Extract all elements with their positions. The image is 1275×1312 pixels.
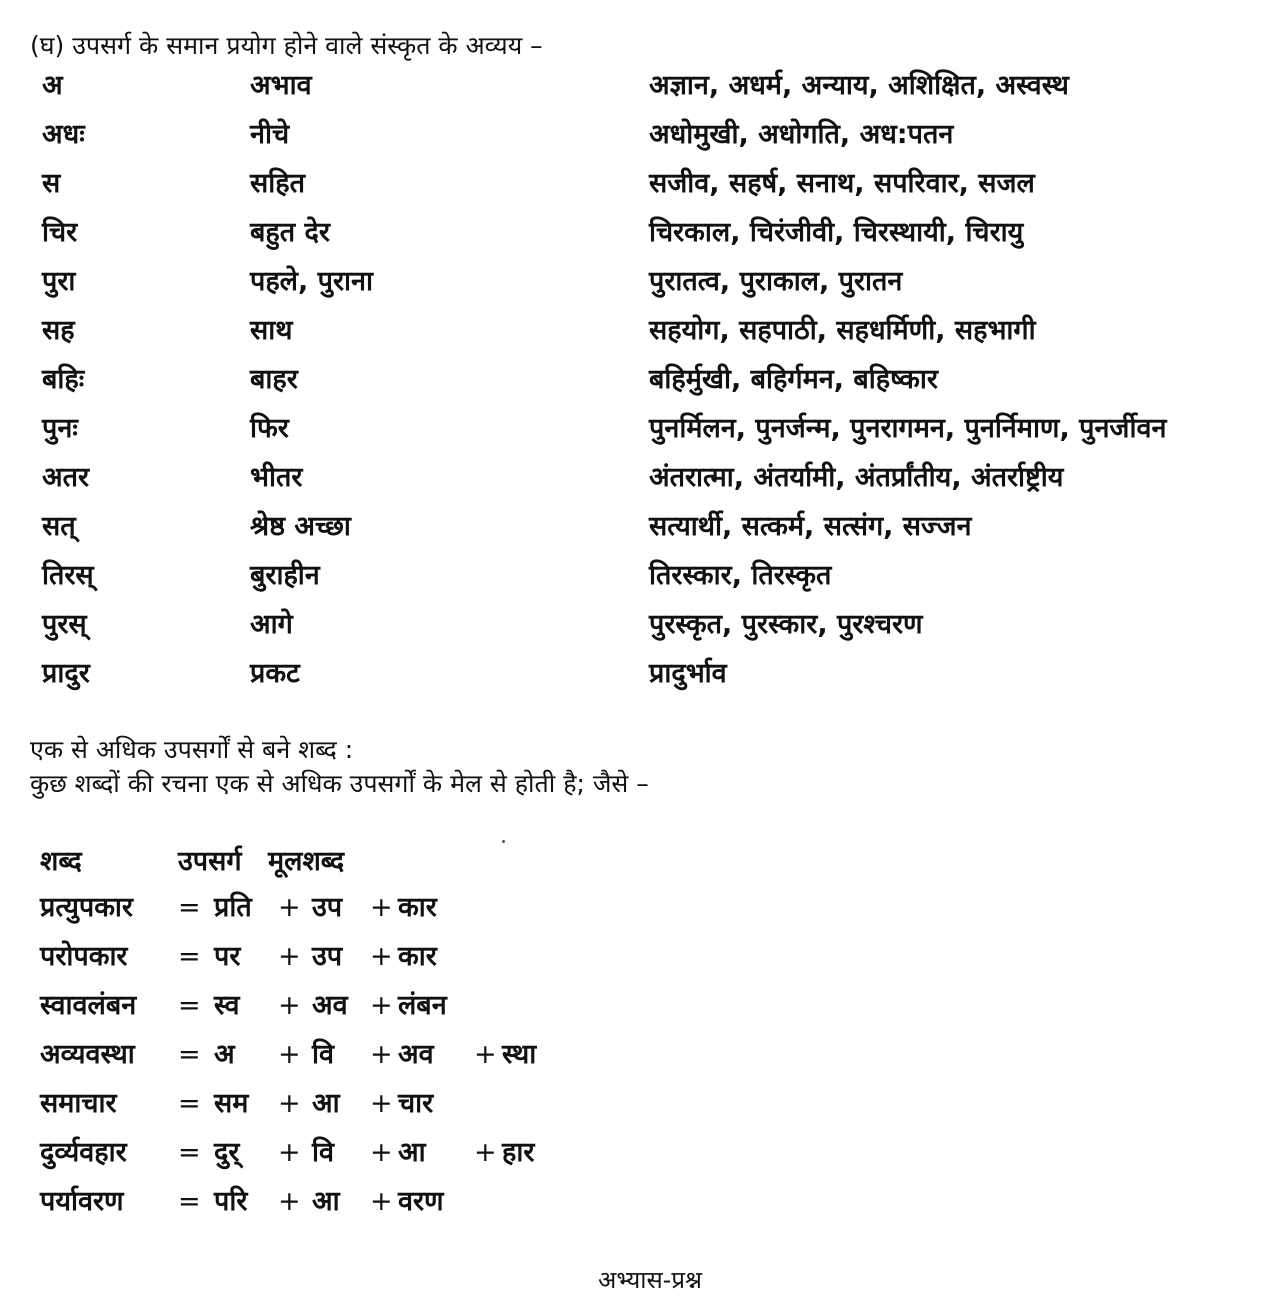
avyay-examples: तिरस्कार, तिरस्कृत: [649, 560, 832, 591]
header-root: मूलशब्द: [268, 846, 345, 877]
plus-sign: +: [370, 1039, 393, 1070]
avyay-prefix: चिर: [42, 217, 78, 248]
avyay-examples: अंतरात्मा, अंतर्यामी, अंतर्प्रांतीय, अंतर्राष्ट्रीय: [649, 462, 1064, 493]
prefix-part: सम: [214, 1088, 249, 1119]
avyay-prefix: स: [42, 168, 61, 199]
equals-sign: =: [178, 1039, 201, 1070]
plus-sign: +: [278, 1137, 301, 1168]
plus-sign: +: [370, 941, 393, 972]
avyay-meaning: सहित: [250, 168, 305, 199]
avyay-meaning: भीतर: [250, 462, 303, 493]
prefix-part: अव: [398, 1039, 434, 1070]
root-part: कार: [398, 892, 437, 923]
section-heading: (घ) उपसर्ग के समान प्रयोग होने वाले संस्कृत के अव्यय –: [30, 31, 543, 60]
avyay-prefix: अधः: [42, 119, 85, 150]
plus-sign: +: [278, 941, 301, 972]
root-part: लंबन: [398, 990, 447, 1021]
avyay-meaning: पहले, पुराना: [250, 266, 373, 297]
root-part: चार: [398, 1088, 434, 1119]
equals-sign: =: [178, 1088, 201, 1119]
avyay-prefix: प्रादुर: [42, 658, 90, 689]
avyay-examples: पुरातत्व, पुराकाल, पुरातन: [649, 266, 903, 297]
avyay-prefix: सत्: [42, 511, 76, 542]
avyay-examples: अज्ञान, अधर्म, अन्याय, अशिक्षित, अस्वस्थ: [649, 70, 1069, 101]
plus-sign: +: [278, 1039, 301, 1070]
prefix-part: उप: [312, 941, 343, 972]
prefix-part: उप: [312, 892, 343, 923]
prefix-part: पर: [214, 941, 241, 972]
prefix-part: आ: [398, 1137, 426, 1168]
equals-sign: =: [178, 892, 201, 923]
plus-sign: +: [370, 1186, 393, 1217]
equals-sign: =: [178, 990, 201, 1021]
avyay-examples: सत्यार्थी, सत्कर्म, सत्संग, सज्जन: [649, 511, 972, 542]
equals-sign: =: [178, 1186, 201, 1217]
root-part: हार: [502, 1137, 535, 1168]
scan-speck: [502, 840, 505, 843]
avyay-prefix: अ: [42, 70, 63, 101]
plus-sign: +: [278, 892, 301, 923]
prefix-part: अव: [312, 990, 348, 1021]
compound-word: अव्यवस्था: [40, 1039, 135, 1070]
avyay-meaning: श्रेष्ठ अच्छा: [250, 511, 351, 542]
prefix-part: वि: [312, 1137, 335, 1168]
prefix-part: दुर्: [214, 1137, 240, 1168]
prefix-part: आ: [312, 1088, 340, 1119]
compound-word: दुर्व्यवहार: [40, 1137, 127, 1168]
prefix-part: अ: [214, 1039, 235, 1070]
avyay-prefix: पुनः: [42, 413, 78, 444]
plus-sign: +: [370, 892, 393, 923]
avyay-meaning: साथ: [250, 315, 293, 346]
avyay-examples: प्रादुर्भाव: [649, 658, 727, 689]
compound-word: समाचार: [40, 1088, 117, 1119]
avyay-prefix: तिरस्: [42, 560, 94, 591]
avyay-examples: अधोमुखी, अधोगति, अध:पतन: [649, 119, 954, 150]
prefix-part: स्व: [214, 990, 240, 1021]
avyay-prefix: पुरा: [42, 266, 76, 297]
plus-sign: +: [278, 1186, 301, 1217]
root-part: कार: [398, 941, 437, 972]
avyay-examples: सजीव, सहर्ष, सनाथ, सपरिवार, सजल: [649, 168, 1035, 199]
prefix-part: आ: [312, 1186, 340, 1217]
compound-word: परोपकार: [40, 941, 128, 972]
compound-word: प्रत्युपकार: [40, 892, 133, 923]
subsection-intro: कुछ शब्दों की रचना एक से अधिक उपसर्गों के मेल से होती है; जैसे –: [30, 769, 649, 798]
plus-sign: +: [474, 1039, 497, 1070]
equals-sign: =: [178, 1137, 201, 1168]
avyay-meaning: बाहर: [250, 364, 298, 395]
avyay-prefix: सह: [42, 315, 75, 346]
avyay-meaning: फिर: [250, 413, 289, 444]
plus-sign: +: [370, 1137, 393, 1168]
avyay-meaning: बहुत देर: [250, 217, 330, 248]
avyay-examples: सहयोग, सहपाठी, सहधर्मिणी, सहभागी: [649, 315, 1036, 346]
avyay-examples: चिरकाल, चिरंजीवी, चिरस्थायी, चिरायु: [649, 217, 1024, 248]
avyay-examples: पुरस्कृत, पुरस्कार, पुरश्चरण: [649, 609, 923, 640]
avyay-prefix: पुरस्: [42, 609, 87, 640]
plus-sign: +: [370, 1088, 393, 1119]
avyay-meaning: आगे: [250, 609, 293, 640]
exercise-heading: अभ्यास-प्रश्न: [598, 1266, 702, 1294]
subsection-heading: एक से अधिक उपसर्गों से बने शब्द :: [30, 735, 354, 764]
avyay-prefix: अतर: [42, 462, 90, 493]
avyay-meaning: प्रकट: [250, 658, 300, 689]
plus-sign: +: [278, 990, 301, 1021]
plus-sign: +: [278, 1088, 301, 1119]
avyay-meaning: नीचे: [250, 119, 290, 150]
prefix-part: प्रति: [214, 892, 252, 923]
equals-sign: =: [178, 941, 201, 972]
root-part: स्था: [502, 1039, 537, 1070]
compound-word: स्वावलंबन: [40, 990, 137, 1021]
avyay-prefix: बहिः: [42, 364, 85, 395]
avyay-meaning: अभाव: [250, 70, 312, 101]
root-part: वरण: [398, 1186, 444, 1217]
avyay-examples: बहिर्मुखी, बहिर्गमन, बहिष्कार: [649, 364, 938, 395]
header-word: शब्द: [40, 846, 82, 877]
compound-word: पर्यावरण: [40, 1186, 124, 1217]
plus-sign: +: [370, 990, 393, 1021]
header-prefix: उपसर्ग: [178, 846, 242, 877]
prefix-part: वि: [312, 1039, 335, 1070]
plus-sign: +: [474, 1137, 497, 1168]
avyay-examples: पुनर्मिलन, पुनर्जन्म, पुनरागमन, पुनर्निमाण, पुनर्जीवन: [649, 413, 1167, 444]
avyay-meaning: बुराहीन: [250, 560, 320, 591]
prefix-part: परि: [214, 1186, 248, 1217]
